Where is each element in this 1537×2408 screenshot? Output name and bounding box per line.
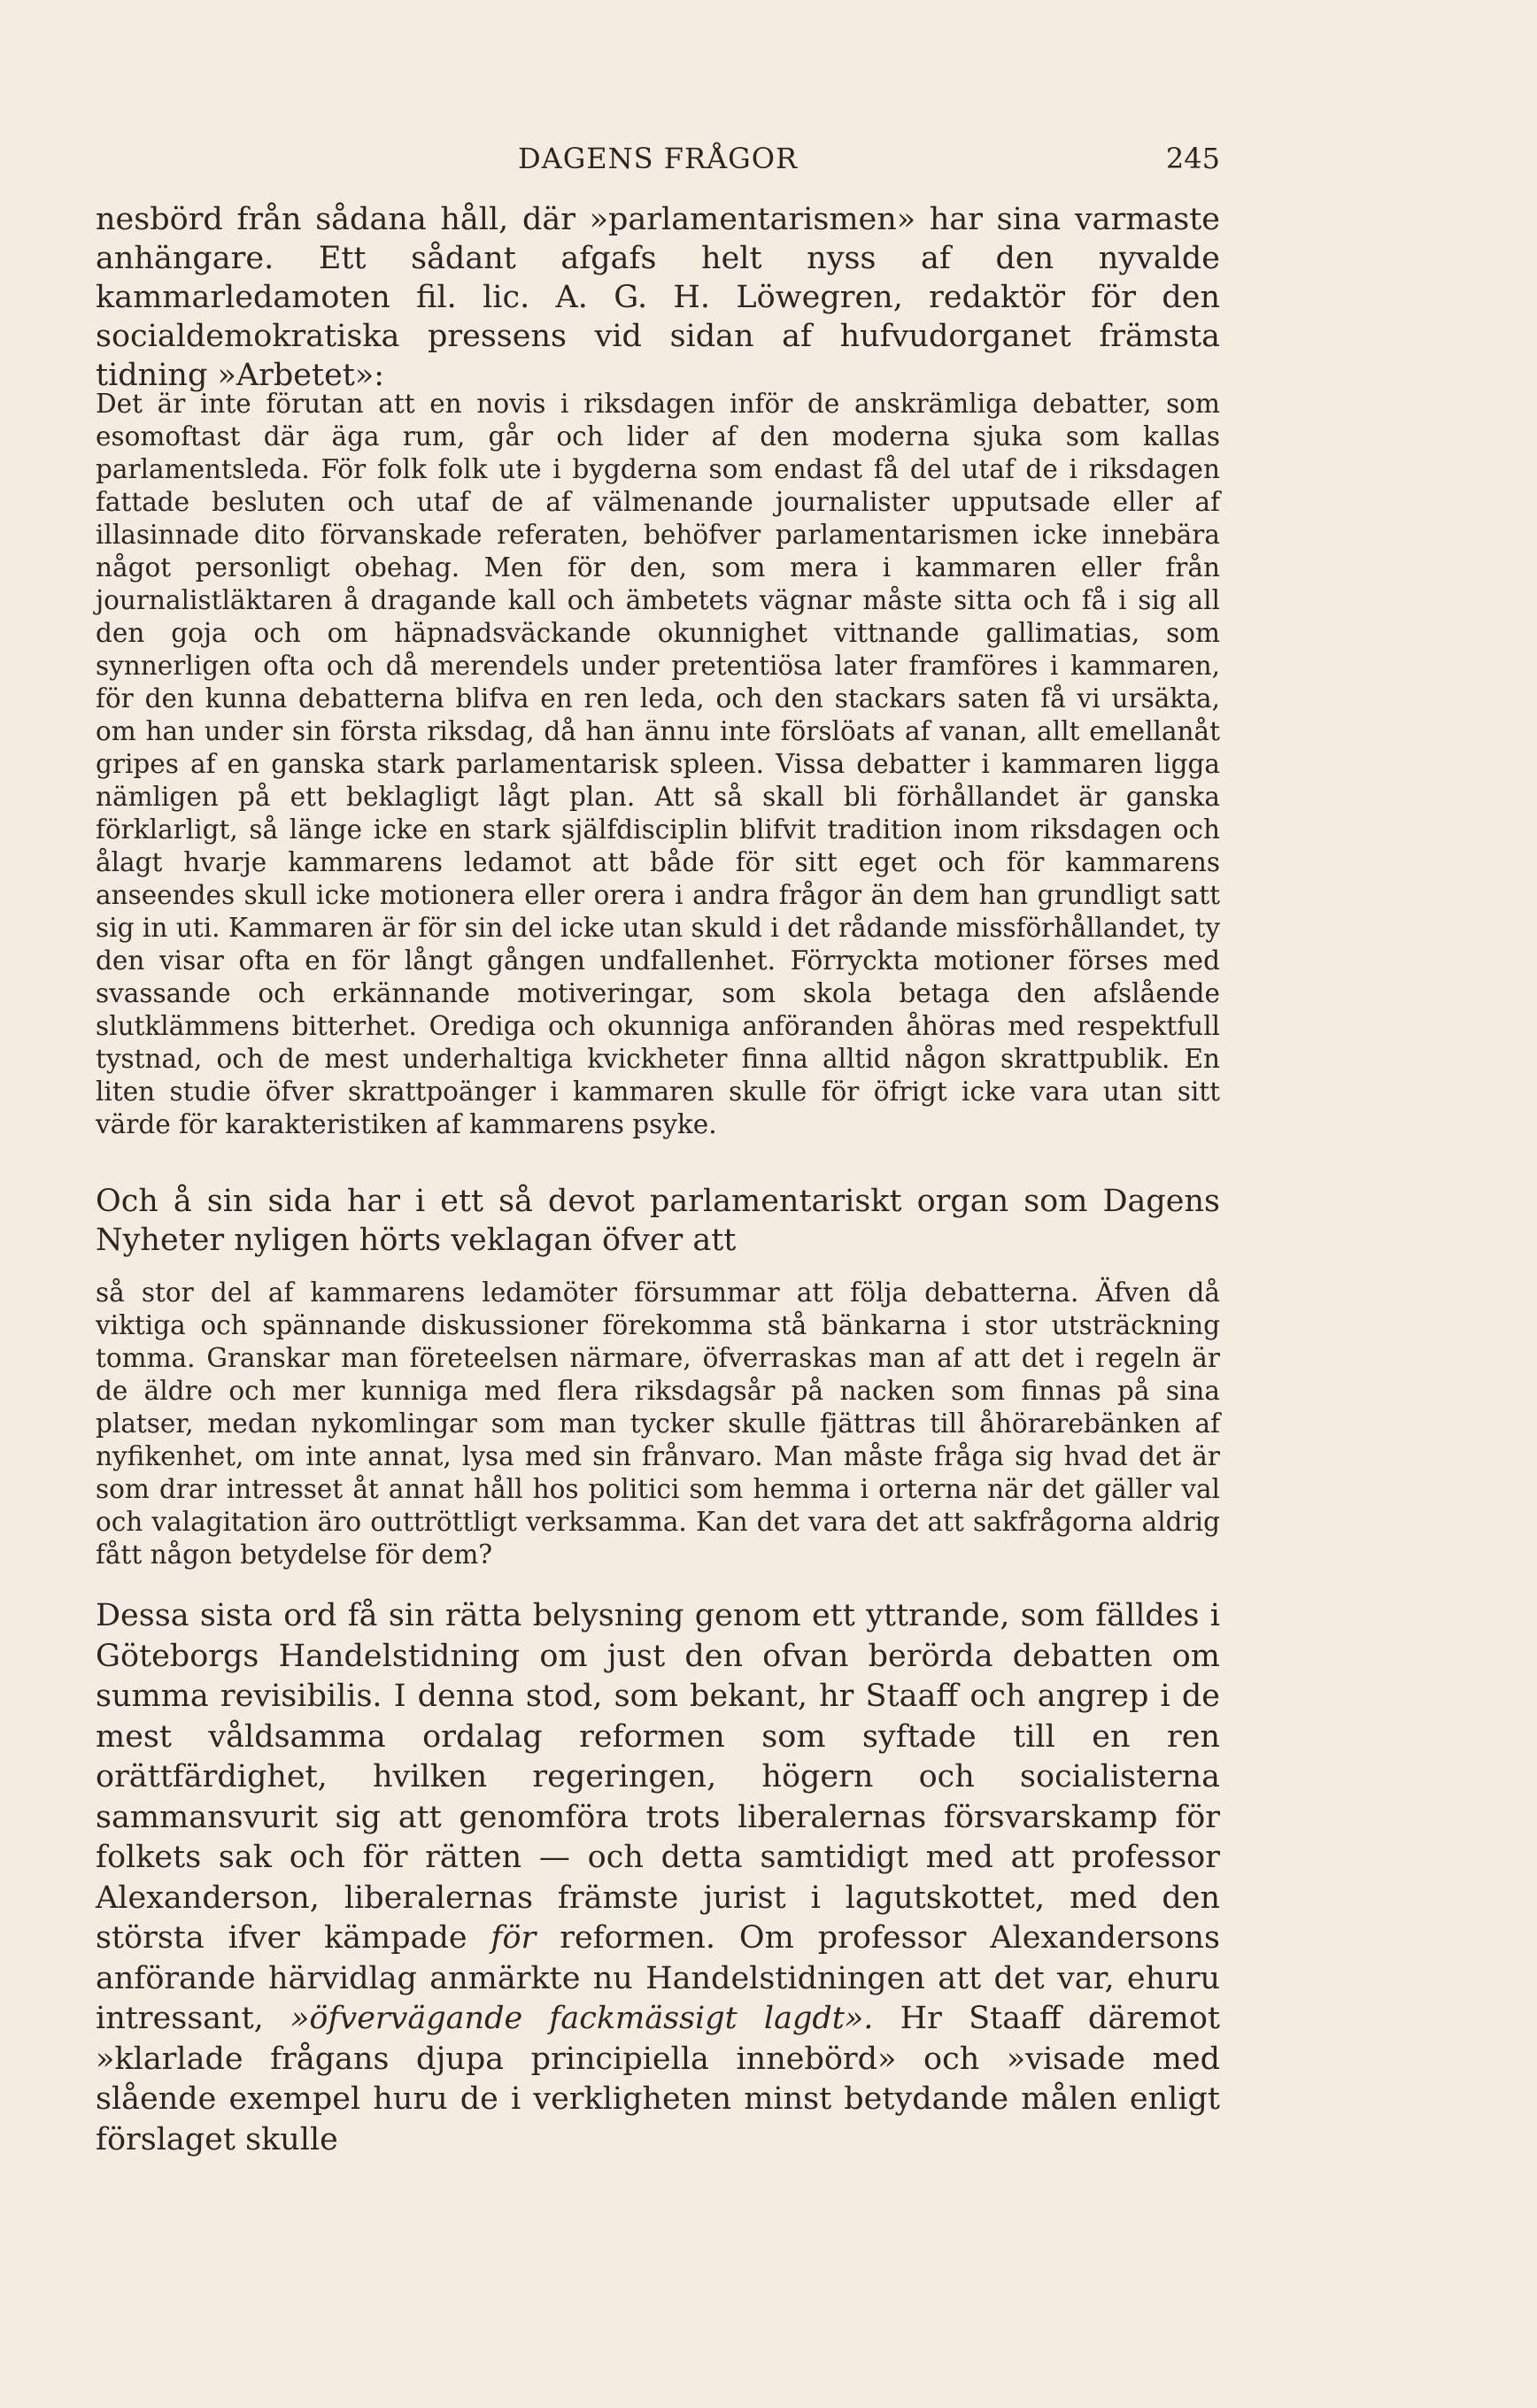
emphasis-for: för	[490, 1920, 537, 1956]
paragraph-dagens-nyheter	[96, 1182, 1220, 1260]
quote-text: Det är inte förutan att en novis i riksdagen inför de anskrämliga debatter, som esomoftast där äga rum, går och lider af den moderna sjuka som kallas parlamentsleda. För folk folk ute i bygderna som endast få del utaf de i riksdagen fattade besluten och utaf de af välmenande journalister upputsade eller af illasinnade dito förvanskade referaten, behöfver parlamentarismen icke innebära något personligt obehag. Men för den, som mera i kammaren eller från journalistläktaren å dragande kall och ämbetets vägnar måste sitta och få i sig all den goja och om häpnadsväckande okunnighet vittnande gallimatias, som synnerligen ofta och då merendels under pretentiösa later framföres i kammaren, för den kunna debatterna blifva en ren leda, och den stackars saten få vi ursäkta, om han under sin första riksdag, då han ännu inte förslöats af vanan, allt emellanåt gripes af en ganska stark parlamentarisk spleen. Vissa debatter i kammaren ligga nämligen på ett beklagligt lågt plan. Att så skall bli förhållandet är ganska förklarligt, så länge icke en stark själfdisciplin blifvit tradition inom riksdagen och ålagt hvarje kammarens ledamot att både för sitt eget och för kammarens anseendes skull icke motionera eller orera i andra frågor än dem han grundligt satt sig in uti. Kammaren är för sin del icke utan skuld i det rådande missförhållandet, ty den visar ofta en för långt gången undfallenhet. Förryckta motioner förses med svassande och erkännande motiveringar, som skola betaga den afslående slutklämmens bitterhet. Orediga och okunniga anföranden åhöras med respektfull tystnad, och de mest underhaltiga kvickheter finna alltid någon skrattpublik. En liten studie öfver skrattpoänger i kammaren skulle för öfrigt icke vara utan sitt värde för karakteristiken af kammarens psyke.	[96, 389, 1220, 1139]
page-number: 245	[1165, 142, 1220, 175]
paragraph-intro	[96, 200, 1220, 395]
paragraph-text	[96, 1596, 1220, 2160]
paragraph-text-part: reformen. Om professor Alexandersons anförande härvidlag anmärkte nu Handelstidningen att det var, ehuru intressant,	[96, 1920, 1220, 2036]
paragraph-text-part: Hr Staaff däremot »klarlade frågans djupa principiella innebörd» och »visade med slående exempel huru de i verkligheten minst betydande målen enligt förslaget skulle	[96, 2001, 1220, 2157]
running-head	[96, 133, 1220, 177]
paragraph-handelstidning	[96, 1596, 1220, 2160]
quote-text: så stor del af kammarens ledamöter försummar att följa debatterna. Äfven då viktiga och spännande diskussioner förekomma stå bänkarna i stor utsträckning tomma. Granskar man företeelsen närmare, öfverraskas man af att det i regeln är de äldre och mer kunniga med flera riksdagsår på nacken som finnas på sina platser, medan nykomlingar som man tycker skulle fjättras till åhörarebänken af nyfikenhet, om inte annat, lysa med sin frånvaro. Man måste fråga sig hvad det är som drar intresset åt annat håll hos politici som hemma i orterna när det gäller val och valagitation äro outtröttligt verksamma. Kan det vara det att sakfrågorna aldrig fått någon betydelse för dem?	[96, 1277, 1220, 1570]
paragraph-text-part: Dessa sista ord få sin rätta belysning genom ett yttrande, som fälldes i Göteborgs Handelstidning om just den ofvan berörda debatten om summa revisibilis. I denna stod, som bekant, hr Staaff och angrep i de mest våldsamma ordalag reformen som syftade till en ren orättfärdighet, hvilken regeringen, högern och socialisterna sammansvurit sig att genomföra trots liberalernas försvarskamp för folkets sak och för rätten — och detta samtidigt med att professor Alexanderson, liberalernas främste jurist i lagutskottet, med den största ifver kämpade	[96, 1598, 1220, 1956]
emphasis-quote: »öfvervägande fackmässigt lagdt».	[290, 2001, 874, 2036]
running-head-title: DAGENS FRÅGOR	[517, 142, 799, 175]
paragraph-text: Och å sin sida har i ett så devot parlamentariskt organ som Dagens Nyheter nyligen hörts veklagan öfver att	[96, 1184, 1220, 1258]
paragraph-text: nesbörd från sådana håll, där »parlamentarismen» har sina varmaste anhängare. Ett sådant afgafs helt nyss af den nyvalde kammarledamoten fil. lic. A. G. H. Löwegren, redaktör för den socialdemokratiska pressens vid sidan af hufvudorganet främsta tidning »Arbetet»:	[96, 202, 1220, 393]
block-quote-dagens-nyheter	[96, 1277, 1220, 1571]
block-quote-arbetet	[96, 388, 1220, 1141]
